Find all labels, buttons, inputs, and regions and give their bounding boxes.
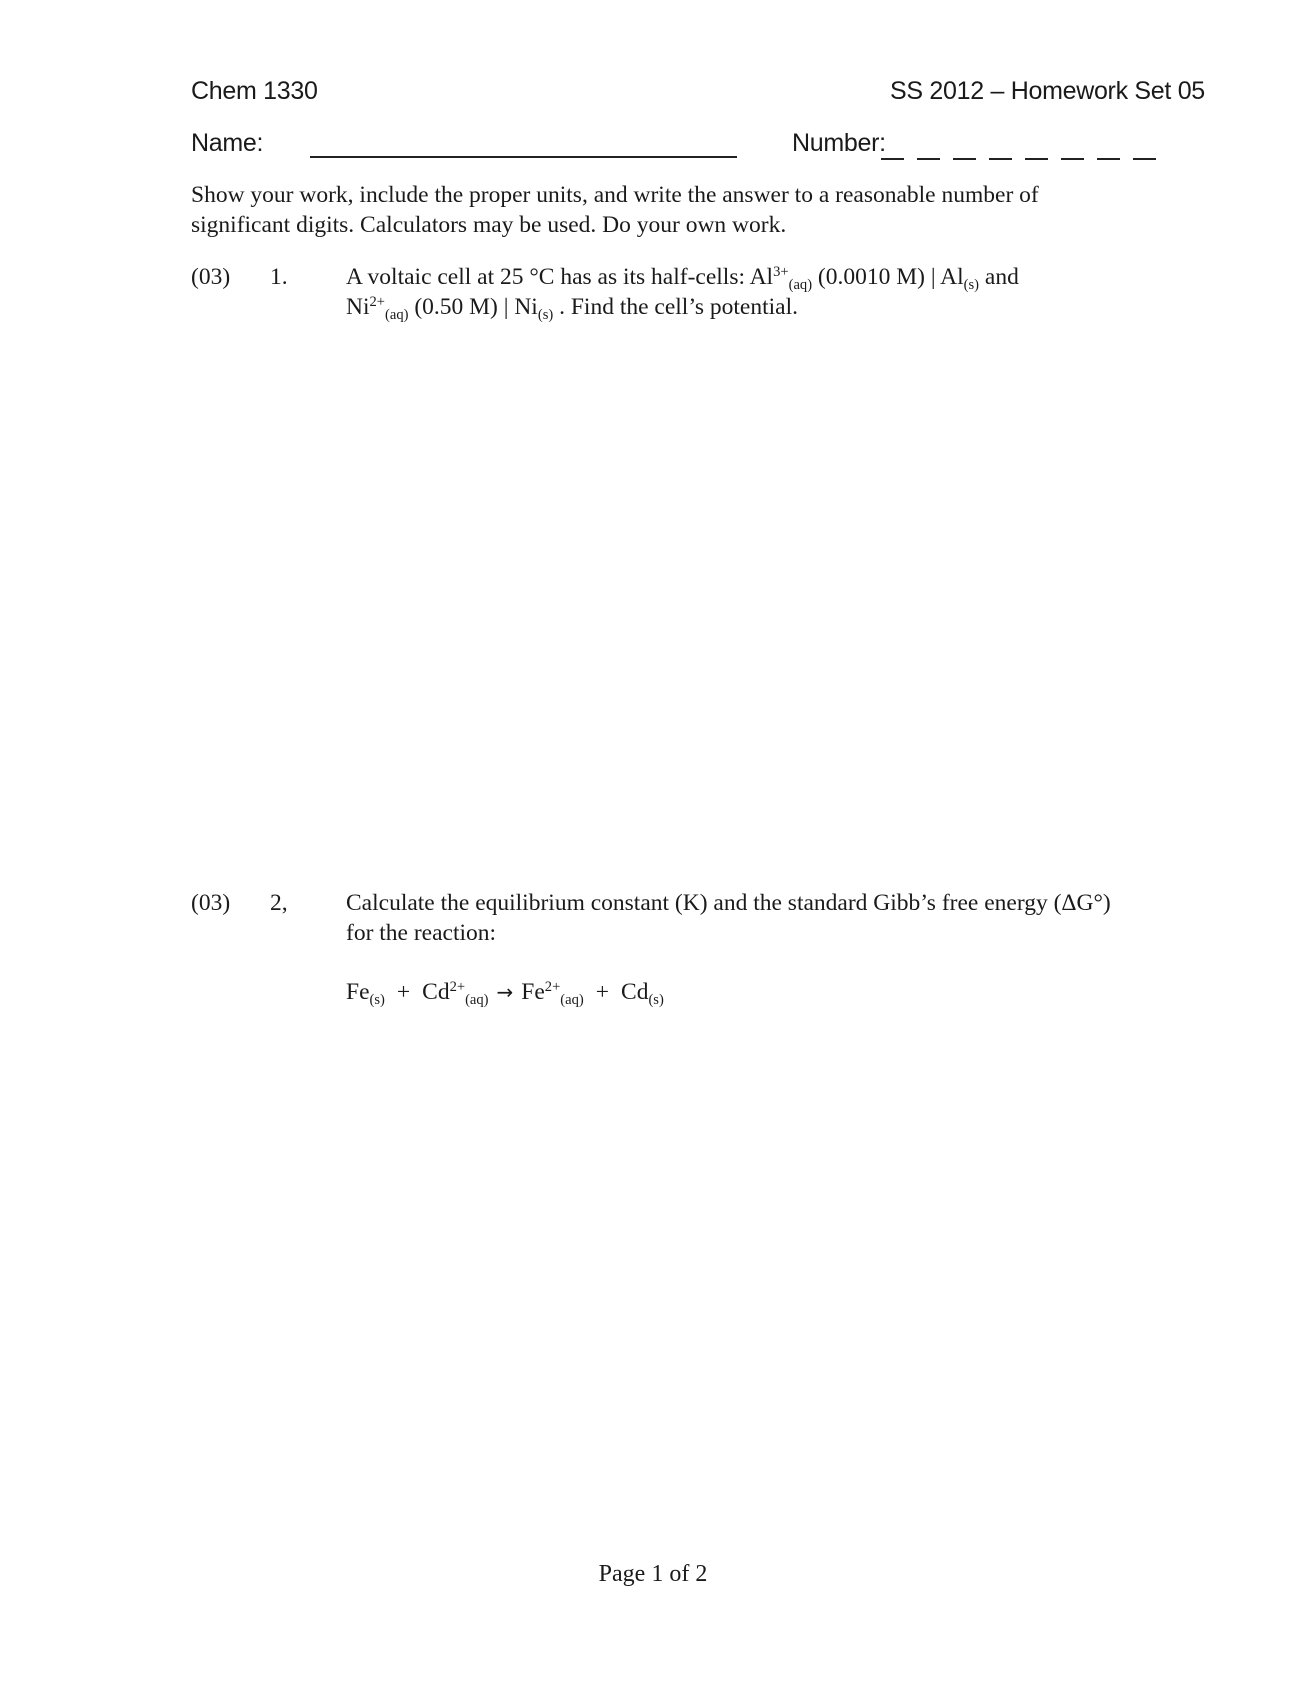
name-label: Name:	[191, 129, 264, 157]
al-state-s: (s)	[963, 277, 980, 294]
and-text: and	[979, 264, 1019, 290]
cd-ion-reactant: Cd	[422, 979, 450, 1005]
number-blank-6[interactable]	[1061, 158, 1084, 160]
fe-state-s: (s)	[369, 992, 385, 1009]
al-concentration: (0.0010 M) | Al	[812, 264, 964, 290]
number-blank-4[interactable]	[989, 158, 1012, 160]
q1-tail-text: . Find the cell’s potential.	[553, 294, 798, 320]
plus-sign-2: +	[595, 979, 610, 1005]
ni-symbol: Ni	[346, 294, 370, 320]
question-2-line-2: for the reaction:	[346, 920, 497, 946]
cd-state-s: (s)	[648, 992, 664, 1009]
q1-intro-text: A voltaic cell at 25 °C has as its half-cells: Al	[346, 264, 774, 290]
al-state-aq: (aq)	[788, 277, 813, 294]
name-blank-line[interactable]	[310, 156, 737, 158]
reaction-arrow-icon: →	[496, 980, 514, 1004]
question-1-points: (03)	[191, 264, 231, 290]
question-1-number: 1.	[270, 264, 288, 290]
homework-set-title: SS 2012 – Homework Set 05	[890, 77, 1205, 105]
al-charge: 3+	[773, 264, 789, 280]
ni-concentration: (0.50 M) | Ni	[408, 294, 538, 320]
instructions-line-1: Show your work, include the proper units, and write the answer to a reasonable number of	[191, 182, 1039, 208]
ni-state-aq: (aq)	[385, 307, 409, 324]
question-2-points: (03)	[191, 890, 231, 916]
number-blank-2[interactable]	[917, 158, 940, 160]
ni-state-s: (s)	[537, 307, 554, 324]
question-2-number: 2,	[270, 890, 288, 916]
cd-charge: 2+	[449, 979, 466, 995]
number-blank-3[interactable]	[953, 158, 976, 160]
course-title: Chem 1330	[191, 77, 318, 105]
instructions-line-2: significant digits. Calculators may be used. Do your own work.	[191, 212, 787, 238]
question-1-line-2	[346, 292, 798, 322]
cd-state-aq: (aq)	[465, 992, 489, 1009]
question-2-line-1: Calculate the equilibrium constant (K) and the standard Gibb’s free energy (ΔG°)	[346, 890, 1111, 916]
fe-ion-product: Fe	[521, 979, 545, 1005]
ni-charge: 2+	[369, 294, 385, 310]
number-blank-1[interactable]	[881, 158, 904, 160]
question-1-line-1	[346, 262, 1019, 292]
reaction-equation	[346, 977, 664, 1007]
cd-product: Cd	[621, 979, 649, 1005]
page-number: Page 1 of 2	[598, 1561, 708, 1587]
plus-sign-1: +	[396, 979, 411, 1005]
fe-state-aq: (aq)	[560, 992, 584, 1009]
fe-reactant: Fe	[346, 979, 370, 1005]
number-blank-5[interactable]	[1025, 158, 1048, 160]
fe-charge: 2+	[544, 979, 561, 995]
number-label: Number:	[792, 129, 886, 157]
number-blank-8[interactable]	[1133, 158, 1156, 160]
number-blank-7[interactable]	[1097, 158, 1120, 160]
